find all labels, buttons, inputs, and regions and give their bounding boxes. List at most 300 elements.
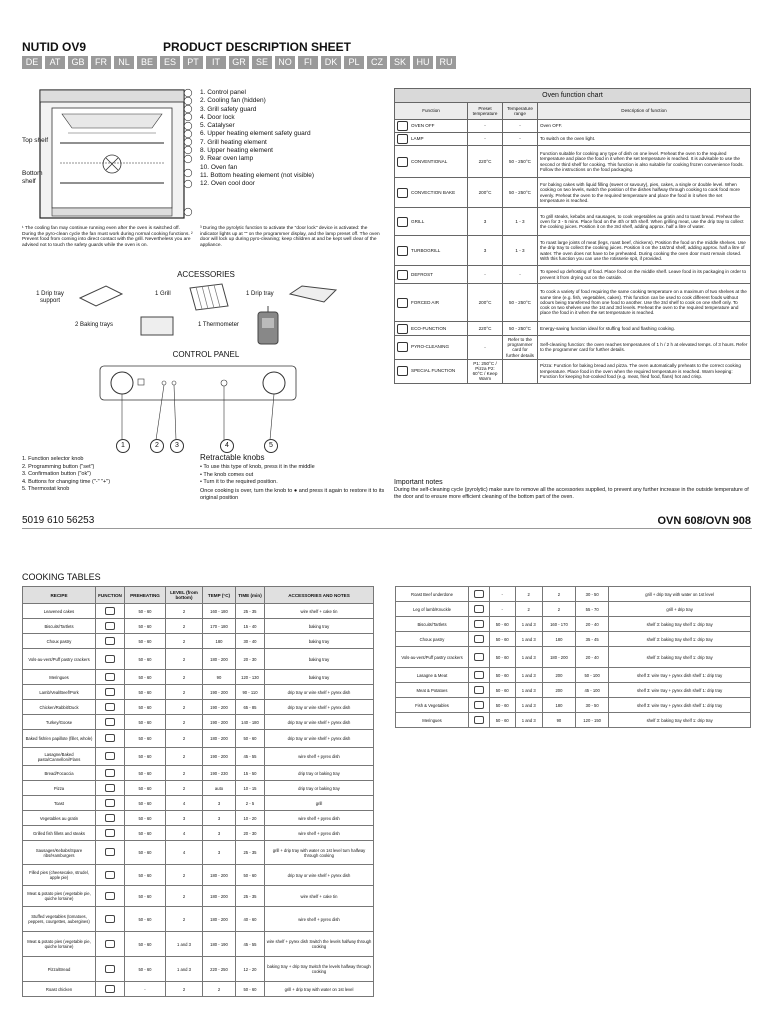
cooking-cell: 3 [203,841,236,865]
function-name: OVEN OFF [411,123,435,129]
part-item: 10. Oven fan [200,163,238,171]
conventional-icon [105,718,115,726]
cooking-cell: 2 [166,730,203,748]
function-name: CONVECTION BAKE [411,189,456,195]
language-badge: GB [68,56,88,69]
cooking-cell: Fish & Vegetables [396,698,469,713]
part-item: 11. Bottom heating element (not visible) [200,171,315,179]
knob-point-text: To use this type of knob, press it in the middle [203,464,315,470]
function-description: Energy-saving function ideal for stuffing food and flashing cooking. [538,322,751,336]
oven-function-row [395,178,751,208]
defrost-icon [397,270,408,280]
cooking-cell: 2 [166,907,203,932]
cooking-cell: grill + drip tray with water on 1st level [609,587,751,602]
cooking-cell: Meat & Potatoes [396,683,469,698]
knob-point-text: The knob comes out [203,471,254,478]
knob-point-text: Turn it to the required position. [203,479,278,486]
footnote-right: ³ During the pyrolytic function to activate the "door lock" device is activated: the indicator lights up at "" on the programmer display, and the lamp preset off. The oven door will lock up during pyro-cleaning; keep children at and be kept well clear of the appliance. [200,226,380,248]
cooking-cell: shelf 3: wire tray + pyrex dish shelf 1: drip tray [609,698,751,713]
cooking-cell: Meringues [396,713,469,728]
turbogrill-icon [474,605,484,613]
forced-air-icon [397,298,408,308]
cooking-header: RECIPE [23,587,96,604]
preset-temp: P1: 250°C / Pizza P2: 60°C / Keep Warm [468,359,503,383]
cooking-cell: 1 and 3 [166,957,203,982]
function-description: For baking cakes with liquid filling (sweet or savoury), pies, cakes, a single or double level. When cooking on two levels, switch the position of the dishes halfway through cooking to cook food more evenly. Preheat the oven to the required temperature and place the food in it when the set temperature is reached. [538,178,751,208]
preset-temp: 200°C [468,284,503,322]
cooking-cell: 160 - 170 [542,617,575,632]
page-divider [22,528,752,529]
important-notes-text: During the self-cleaning cycle (pyrolytic) make sure to remove all the accessories supplied, to prevent any further increase in the outside temperature of the door and to ensure more efficient cleaning of the bottom part of the oven. [394,487,749,500]
preset-temp: 3 [468,208,503,236]
cooking-cell: 25 - 35 [236,604,265,619]
dot-icon [397,121,408,131]
convection-bake-icon [397,188,408,198]
language-badge: HU [413,56,433,69]
function-name: GRILL [411,218,425,224]
cooking-row [23,730,374,748]
grill-icon [105,814,115,822]
language-badge: PT [183,56,203,69]
cooking-row [23,685,374,700]
cooking-cell: shelf 3: baking tray shelf 1: drip tray [609,647,751,668]
cooking-cell: 160 - 180 [203,604,236,619]
cooking-cell: 50 - 60 [125,715,166,730]
cooking-cell: baking tray + drip tray Switch the levels halfway through cooking [265,957,374,982]
model-numbers: OVN 608/OVN 908 [657,515,751,527]
callout-number: 4 [220,439,234,453]
cooking-table-left [22,586,374,997]
function-name: TURBOGRILL [411,247,441,253]
legend-item: 5. Thermostat knob [22,486,70,493]
grill-icon [105,848,115,856]
cooking-cell: 180 - 200 [203,649,236,670]
cooking-cell: 20 - 30 [236,649,265,670]
cooking-cell: 50 - 60 [236,982,265,997]
temp-range: 50 - 250°C [503,146,538,178]
retractable-knobs-title: Retractable knobs [200,453,265,462]
cooking-cell: 200 [542,683,575,698]
cooking-cell: 30 - 50 [576,587,609,602]
cooking-cell: drip tray or baking tray [265,766,374,781]
function-name-cell [395,236,468,266]
cooking-cell: 2 [166,604,203,619]
part-item: 4. Door lock [200,113,235,121]
language-badge: IT [206,56,226,69]
cooking-cell: 200 [542,668,575,683]
legend-item: 3. Confirmation button ("ok") [22,471,92,478]
pyro-cleaning-icon [397,342,408,352]
temp-range: 50 - 250°C [503,178,538,208]
function-name-cell [395,178,468,208]
part-item: 6. Upper heating element safety guard [200,130,311,138]
cooking-cell: 220 - 250 [203,957,236,982]
cooking-cell: baking tray [265,670,374,685]
callout-number: 1 [116,439,130,453]
function-name-cell [395,284,468,322]
function-name: DEFROST [411,271,433,277]
conventional-icon [105,655,115,663]
cooking-cell: 2 - 5 [236,796,265,811]
cooking-row [396,713,751,728]
function-icon-cell [469,683,490,698]
special-icon [105,784,115,792]
cooking-cell: drip tray or wire shelf + pyrex dish [265,865,374,886]
legend-item: 1. Function selector knob [22,456,84,462]
drip-tray-icon [288,284,338,306]
grill-icon [397,217,408,227]
cooking-cell: 140 - 180 [236,715,265,730]
forced-icon [105,965,115,973]
conventional-icon [105,688,115,696]
knob-point: • To use this type of knob, press it in the middle [200,464,315,470]
cooking-cell: grill [265,796,374,811]
forced-icon [474,686,484,694]
cooking-row [23,982,374,997]
cooking-row [396,698,751,713]
cooking-cell: 50 - 60 [489,683,515,698]
cooking-cell: shelf 3: wire tray + pyrex dish shelf 1: drip tray [609,668,751,683]
function-icon-cell [96,649,125,670]
cooking-row [396,683,751,698]
preset-temp: 220°C [468,322,503,336]
part-item: 12. Oven cool door [200,180,255,188]
accessory-thermometer-label: 1 Thermometer [198,322,239,328]
cooking-cell: 2 [166,781,203,796]
cooking-cell: shelf 3: baking tray shelf 1: drip tray [609,617,751,632]
cooking-cell: 1 and 3 [515,632,542,647]
part-item: 3. Grill safety guard [200,105,257,113]
cooking-cell: Choux pastry [23,634,96,649]
cooking-cell: 2 [166,715,203,730]
oven-function-row [395,146,751,178]
function-icon-cell [469,698,490,713]
function-description: To speed up defrosting of food. Place food on the middle shelf. Leave food in its packaging in order to prevent it from drying out on the outside. [538,266,751,284]
cooking-row [23,715,374,730]
cooking-cell: 1 and 3 [515,647,542,668]
cooking-cell: Lamb/Veal/Beef/Pork [23,685,96,700]
function-icon-cell [96,634,125,649]
cooking-row [396,587,751,602]
language-badge: CZ [367,56,387,69]
cooking-cell: Sausages/Kebabs/Spare ribs/Hamburgers [23,841,96,865]
temp-range: 50 - 250°C [503,322,538,336]
cooking-cell: 4 [166,796,203,811]
cooking-row [23,811,374,826]
forced-icon [474,620,484,628]
temp-range: - [503,120,538,133]
cooking-cell: 25 - 35 [236,886,265,907]
cooking-row [23,957,374,982]
turbogrill-icon [105,985,115,993]
cooking-cell: Leg of lamb/Knuckle [396,602,469,617]
oven-diagram [38,88,186,220]
cooking-cell: Grilled fish fillets and steaks [23,826,96,841]
cooking-cell: 2 [166,685,203,700]
forced-icon [474,716,484,724]
cooking-cell: 190 - 200 [203,700,236,715]
language-badge: RU [436,56,456,69]
cooking-cell: 90 [203,670,236,685]
language-bar [22,56,456,69]
cooking-cell: Toast [23,796,96,811]
cooking-header: FUNCTION [96,587,125,604]
cooking-cell: grill + drip tray [609,602,751,617]
cooking-cell: drip tray or wire shelf + pyrex dish [265,730,374,748]
important-notes-title: Important notes [394,479,443,486]
model-name: NUTID OV9 [22,40,87,54]
cooking-cell: 2 [542,587,575,602]
cooking-cell: 50 - 60 [125,748,166,766]
bottom-shelf-label: Bottom shelf [22,170,43,185]
function-icon-cell [96,886,125,907]
language-badge: NO [275,56,295,69]
function-name: LAMP [411,136,424,142]
cooking-cell: 2 [166,982,203,997]
cooking-row [23,619,374,634]
cooking-cell: 65 - 85 [236,700,265,715]
cooking-cell: Roast Beef underdone [396,587,469,602]
cooking-cell: 2 [166,634,203,649]
language-badge: DK [321,56,341,69]
accessory-drip-tray-label: 1 Drip tray [246,291,274,297]
cooking-cell: Meringues [23,670,96,685]
cooking-row [23,781,374,796]
cooking-cell: 2 [166,886,203,907]
cooking-cell: wire shelf + pyrex dish [265,826,374,841]
accessory-drip-tray-support-label: 1 Drip tray support [36,291,64,304]
function-icon-cell [96,730,125,748]
cooking-cell: 50 - 60 [125,649,166,670]
cooking-header: PREHEATING [125,587,166,604]
language-badge: SK [390,56,410,69]
cooking-tables-title: COOKING TABLES [22,572,101,582]
cooking-header: ACCESSORIES AND NOTES [265,587,374,604]
cooking-header: LEVEL (from bottom) [166,587,203,604]
thermometer-icon [254,306,282,348]
cooking-cell: 3 [203,811,236,826]
cooking-cell: 180 - 200 [203,865,236,886]
cooking-cell: wire shelf + pyrex dish [265,748,374,766]
part-item: 7. Grill heating element [200,138,267,146]
cooking-cell: 50 - 60 [125,781,166,796]
function-icon-cell [96,841,125,865]
function-name-cell [395,266,468,284]
function-icon-cell [96,865,125,886]
cooking-cell: shelf 3: baking tray shelf 1: drip tray [609,713,751,728]
temp-range: Refer to the programmer card for further details [503,336,538,360]
cooking-cell: Pizza/Bread [23,957,96,982]
cooking-row [23,670,374,685]
footnote-left: ¹ The cooling fan may continue running even after the oven is switched off. During the pyro-clean cycle the fan must work during normal cooking functions. ² Prevent food from coming into direct contact with the grill. Nevertheless you are advised not to touch the safety guards while the oven is on. [22,226,193,248]
cooking-row [23,700,374,715]
cooking-cell: 45 - 55 [236,932,265,957]
cooking-cell: 180 - 200 [203,907,236,932]
function-icon-cell [469,587,490,602]
cooking-cell: 2 [166,649,203,670]
cooking-cell: 50 - 60 [125,634,166,649]
function-description: Function suitable for cooking any type of dish on one level. Preheat the oven to the required temperature and place the food in it when the set temperature is reached. It is advisable to use the second or third shelf for cooking. This function is also suitable for cooking frozen convenience foods. Follow the instructions on the food packaging. [538,146,751,178]
function-icon-cell [96,604,125,619]
callout-number: 5 [264,439,278,453]
cooking-cell: wire shelf + pyrex dish [265,811,374,826]
preset-temp: - [468,133,503,146]
cooking-cell: 180 - 190 [203,932,236,957]
cooking-row [23,932,374,957]
cooking-cell: 90 - 110 [236,685,265,700]
cooking-cell: 50 - 60 [125,670,166,685]
cooking-cell: 1 and 3 [515,668,542,683]
eco-function-icon [397,324,408,334]
callout-circles [180,86,200,222]
document-code: 5019 610 56253 [22,515,95,526]
function-icon-cell [469,668,490,683]
cooking-cell: 2 [166,766,203,781]
temp-range: 50 - 250°C [503,284,538,322]
conventional-icon [105,752,115,760]
preset-temp: 200°C [468,178,503,208]
function-icon-cell [469,713,490,728]
language-badge: FR [91,56,111,69]
function-icon-cell [96,715,125,730]
retractable-knobs-note: Once cooking is over, turn the knob to ● and press it again to restore it to its original position [200,488,385,501]
cooking-cell: 15 - 40 [236,619,265,634]
lamp-icon [397,134,408,144]
cooking-cell: 25 - 35 [236,841,265,865]
function-icon-cell [96,670,125,685]
cooking-cell: 50 - 60 [125,957,166,982]
cooking-cell: 50 - 60 [489,632,515,647]
cooking-cell: Stuffed vegetables (tomatoes, peppers, courgettes, aubergines) [23,907,96,932]
control-panel-title: CONTROL PANEL [172,350,240,359]
oven-chart-header: Preset temperature [468,103,503,120]
cooking-cell: Baked fish/en papillote (fillet, whole) [23,730,96,748]
function-icon-cell [469,632,490,647]
oven-chart-header: Temperature range [503,103,538,120]
cooking-cell: 50 - 60 [125,766,166,781]
cooking-cell: 3 [166,811,203,826]
cooking-row [23,841,374,865]
part-item: 5. Catalyser [200,122,235,130]
cooking-cell: Lasagne/Baked pasta/Cannelloni/Flans [23,748,96,766]
cooking-cell: Meat & potato pies (vegetable pie, quiche lorraine) [23,932,96,957]
turbogrill-icon [105,940,115,948]
function-icon-cell [469,647,490,668]
cooking-cell: 1 and 3 [515,617,542,632]
conventional-icon [105,622,115,630]
function-name: PYRO-CLEANING [411,344,450,350]
cooking-cell: wire shelf + pyrex dish Switch the levels halfway through cooking [265,932,374,957]
cooking-cell: Biscuits/Tartlets [396,617,469,632]
cooking-cell: 190 - 200 [203,715,236,730]
baking-tray-icon [138,314,178,338]
cooking-cell: 50 - 60 [125,865,166,886]
oven-function-row [395,236,751,266]
cooking-row [23,634,374,649]
temp-range: - [503,133,538,146]
cooking-header: TIME (min) [236,587,265,604]
preset-temp: 3 [468,236,503,266]
cooking-cell: - [125,982,166,997]
cooking-cell: 45 - 100 [576,683,609,698]
cooking-cell: 12 - 20 [236,957,265,982]
part-item: 2. Cooling fan (hidden) [200,97,266,105]
preset-temp: - [468,336,503,360]
accessory-baking-trays-label: 2 Baking trays [75,322,114,328]
cooking-cell: wire shelf + pyrex dish [265,907,374,932]
oven-function-chart [394,88,751,384]
cooking-cell: 55 - 70 [576,602,609,617]
function-name: SPECIAL FUNCTION [411,368,456,374]
function-icon-cell [96,811,125,826]
language-badge: GR [229,56,249,69]
temp-range: 1 - 3 [503,208,538,236]
cooking-cell: 2 [515,587,542,602]
cooking-cell: 190 - 200 [203,685,236,700]
cooking-cell: 190 - 230 [203,766,236,781]
oven-function-row [395,133,751,146]
cooking-cell: 2 [203,982,236,997]
cooking-cell: 120 - 130 [236,670,265,685]
cooking-cell: 180 [203,634,236,649]
cooking-cell: 50 - 60 [125,886,166,907]
function-icon-cell [96,748,125,766]
cooking-cell: 2 [166,748,203,766]
oven-function-row [395,284,751,322]
preset-temp: - [468,120,503,133]
oven-chart-title: Oven function chart [395,89,751,103]
language-badge: ES [160,56,180,69]
cooking-cell: baking tray [265,649,374,670]
accessory-grill-label: 1 Grill [155,291,171,297]
cooking-cell: 4 [166,841,203,865]
cooking-cell: Turkey/Goose [23,715,96,730]
cooking-cell: 180 - 200 [542,647,575,668]
cooking-cell: Meat & potato pies (vegetable pie, quiche lorraine) [23,886,96,907]
function-name-cell [395,120,468,133]
conventional-icon [105,734,115,742]
function-icon-cell [96,796,125,811]
cooking-cell: 50 - 60 [489,617,515,632]
cooking-row [23,886,374,907]
cooking-cell: 50 - 60 [125,796,166,811]
cooking-cell: 50 - 60 [125,604,166,619]
language-badge: BE [137,56,157,69]
cooking-cell: grill + drip tray with water on 1st level [265,982,374,997]
part-item: 1. Control panel [200,89,246,96]
cooking-cell: 50 - 60 [125,826,166,841]
sheet-title: PRODUCT DESCRIPTION SHEET [163,40,352,54]
cooking-row [396,602,751,617]
control-panel-legend [22,456,110,494]
oven-function-row [395,336,751,360]
cooking-cell: 50 - 60 [125,685,166,700]
cooking-cell: 30 - 40 [236,634,265,649]
special-function-icon [397,366,408,376]
drip-tray-support-icon [76,282,126,310]
function-icon-cell [96,781,125,796]
forced-icon [474,671,484,679]
language-badge: SE [252,56,272,69]
function-name: FORCED AIR [411,299,440,305]
cooking-cell: 90 [542,713,575,728]
function-name-cell [395,133,468,146]
cooking-cell: 1 and 3 [515,713,542,728]
language-badge: PL [344,56,364,69]
function-description: Pizza: Function for baking bread and pizza. The oven automatically preheats to the correct cooking temperature. Place food in the oven when the required temperature is reached. Warm keeping: Function for keeping hot-cooked food (e.g. meat, fried food, flans) hot and crisp. [538,359,751,383]
cooking-cell: 1 and 3 [166,932,203,957]
cooking-cell: 4 [166,826,203,841]
